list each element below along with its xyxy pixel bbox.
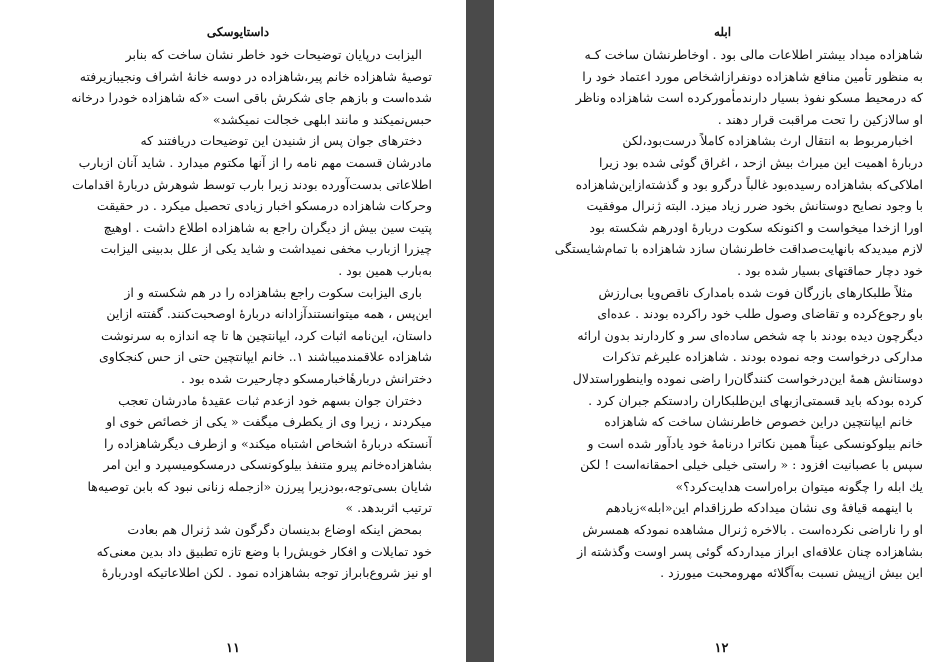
text-line: مدارکی درخواست وجه نموده بودند . شاهزاده علیرغم تذکرات bbox=[602, 349, 923, 365]
text-line: دیگرچون دیده بودند با چه شخص ساده‌ای سر و کاردارند بدون ارائه bbox=[577, 327, 923, 343]
text-line: کرده بودکه باید قسمتی‌ازبهای این‌طلبکاران رادستکم جبران کرد . bbox=[588, 392, 923, 408]
text-line: شده‌است و بازهم جای شکرش باقی است «که شاهزاده خودرا درخانه bbox=[71, 90, 432, 106]
page-body bbox=[522, 44, 923, 584]
text-line: شایان بسی‌توجه،بودزیرا پیرزن «ازجمله زنانی نبود که بابن توصیه‌ها bbox=[87, 478, 432, 494]
text-line: اخبارمربوط به انتقال ارث بشاهزاده کاملاً درست‌بود،لکن bbox=[622, 133, 913, 149]
text-line: دخترهای جوان پس از شنیدن این توضیحات دریافتند که bbox=[140, 133, 422, 149]
text-line: خود دچار حماقتهای بسیار شده بود . bbox=[737, 262, 923, 278]
text-line: دختران جوان بسهم خود ازعدم ثبات عقیدهٔ مادرشان تعجب bbox=[118, 392, 422, 408]
text-line: او را ناراضی نکرده‌است . بالاخره ژنرال مشاهده نمودکه همسرش bbox=[582, 522, 923, 538]
text-line: لازم میدیدکه بانهایت‌صداقت خاطرنشان سازد شاهزاده با تمام‌شایستگی bbox=[554, 241, 923, 257]
text-line: به منظور تأمین منافع شاهزاده دونفرازاشخاص مورد اعتماد خود را bbox=[582, 68, 923, 84]
running-header: ابله bbox=[713, 25, 732, 39]
text-line: ترتیب اثربدهد. » bbox=[345, 500, 432, 516]
text-line: اورا ازخدا میخواست و اکنونکه سکوت دربارهٔ اودرهم شکسته بود bbox=[589, 219, 923, 235]
text-line: شاهزاده میداد بیشتر اطلاعات مالی بود . اوخاطرنشان ساخت کـه bbox=[584, 47, 923, 62]
text-line: مثلاً طلبکارهای بازرگان فوت شده بامدارک ناقص‌ویا بی‌ارزش bbox=[598, 284, 913, 300]
text-line: او سالازکین را تحت مراقبت قرار دهند . bbox=[717, 111, 923, 127]
text-line: وحرکات شاهزاده درمسکو اخبار زیادی تحصیل میکرد . در حقیقت bbox=[96, 198, 432, 214]
text-line: خود تمایلات و افکار خویش‌را با وضع تازه تطبیق داد بدین معنی‌که bbox=[96, 543, 432, 559]
text-line: مادرشان قسمت مهم نامه را از آنها مکتوم میدارد . شاید آنان ازبارب bbox=[78, 154, 432, 170]
text-line: این‌پس ، همه میتوانستندآزادانه دربارهٔ اوصحبت‌کنند. گفتته ازاین bbox=[106, 306, 432, 322]
text-line: چیزرا ازبارب مخفی نمیداشت و شاید یکی از علل بدبینی الیزابت bbox=[100, 241, 432, 257]
running-header: داستایوسکی bbox=[206, 25, 270, 39]
text-line: دربارهٔ اهمیت این میراث بیش ازحد ، اغراق گوئی شده بود زیرا bbox=[599, 154, 923, 170]
text-line: با اینهمه قیافهٔ وی نشان میدادکه طرزاقدام این«ابله»زیادهم bbox=[605, 500, 913, 516]
text-line: حبس‌نمیکند و مانند ابلهی خجالت نمیکشد» bbox=[212, 111, 432, 127]
text-line: پتیت سین بیش از دیگران راجع به شاهزاده اطلاع داشت . اوهیچ bbox=[103, 219, 432, 235]
text-line: باری الیزابت سکوت راجع بشاهزاده را در هم شکسته و از bbox=[124, 284, 422, 300]
text-line: خانم ایپانتچین دراین خصوص خاطرنشان ساخت که شاهزاده bbox=[604, 414, 913, 430]
left-page bbox=[0, 0, 466, 662]
text-line: میکردند ، زیرا وی از یکطرف میگفت « یکی از خصائص خوی او bbox=[106, 414, 432, 430]
text-line: اطلاعاتی بدست‌آورده بودند زیرا بارب توسط شوهرش دربارهٔ اقدامات bbox=[72, 176, 432, 192]
text-line: بشاهزاده چنان علاقه‌ای ابراز میداردکه گوئی پسر اوست وگذشته از bbox=[577, 543, 923, 559]
text-line: خانم بیلوکونسکی عیناً همین نکاترا درنامهٔ خود یادآور شده است و bbox=[587, 435, 923, 451]
right-page bbox=[494, 0, 949, 662]
text-line: بمحض اینکه اوضاع بدینسان دگرگون شد ژنرال هم بعادت bbox=[127, 522, 422, 538]
page-number: ۱۱ bbox=[226, 641, 240, 656]
text-line: بشاهزاده‌خانم پیرو متنفذ بیلوکونسکی درمسکومیسپرد و این امر bbox=[103, 457, 432, 473]
text-line: الیزابت درپایان توضیحات خود خاطر نشان ساخت که بنابر bbox=[125, 47, 422, 62]
book-spine bbox=[466, 0, 494, 662]
page-body bbox=[44, 44, 432, 584]
text-line: آنستکه دربارهٔ اشخاص اشتباه میکند» و ازطرف دیگرشاهزاده را bbox=[104, 435, 432, 451]
text-line: دخترانش دربارهٔاخبارمسکو دچارحیرت شده بود . bbox=[181, 370, 432, 386]
text-line: با وجود نصایح دوستانش بخود ضرر زیاد میزد. البته ژنرال موفقیت bbox=[586, 198, 923, 214]
text-line: یك ابله را چگونه میتوان براه‌راست هدایت‌کرد؟» bbox=[675, 478, 923, 494]
text-line: دوستانش همهٔ این‌درخواست کنندگان‌را راضی نموده واینطوراستدلال bbox=[572, 370, 923, 386]
text-line: داستان، این‌نامه اثبات کرد، ایپانتچین ها تا چه اندازه به سرنوشت bbox=[100, 327, 432, 343]
text-line: توصیهٔ شاهزاده خانم پیر،شاهزاده در دوسه خانهٔ اشراف ونجیبازیرفته bbox=[79, 68, 432, 84]
text-line: املاکی‌که بشاهزاده رسیده‌بود غالباً درگرو بود و گذشته‌ازاین‌شاهزاده bbox=[575, 176, 923, 192]
text-line: او نیز شروع‌بابراز توجه بشاهزاده نمود . لکن اطلاعاتیکه اودربارهٔ bbox=[101, 565, 432, 581]
text-line: که درمحیط مسکو نفوذ بسیار دارندمأمورکرده است شاهزاده وناظر bbox=[575, 90, 923, 106]
text-line: سپس با عصبانیت افزود : « راستی خیلی خیلی احمقانه‌است ! لکن bbox=[580, 457, 923, 473]
text-line: این بیش ازپیش نسبت به‌آگلائه مهرومحبت میورزد . bbox=[660, 565, 923, 581]
text-line: باو رجوع‌کرده و تقاضای وصول طلب خود راکرده بودند . عده‌ای bbox=[597, 306, 923, 322]
text-line: شاهزاده علاقمندمیباشند ۱.. خانم ایپانتچین حتی از حس کنجکاوی bbox=[98, 349, 432, 365]
text-line: به‌بارب همین بود . bbox=[338, 262, 432, 278]
page-number: ۱۲ bbox=[714, 641, 729, 656]
